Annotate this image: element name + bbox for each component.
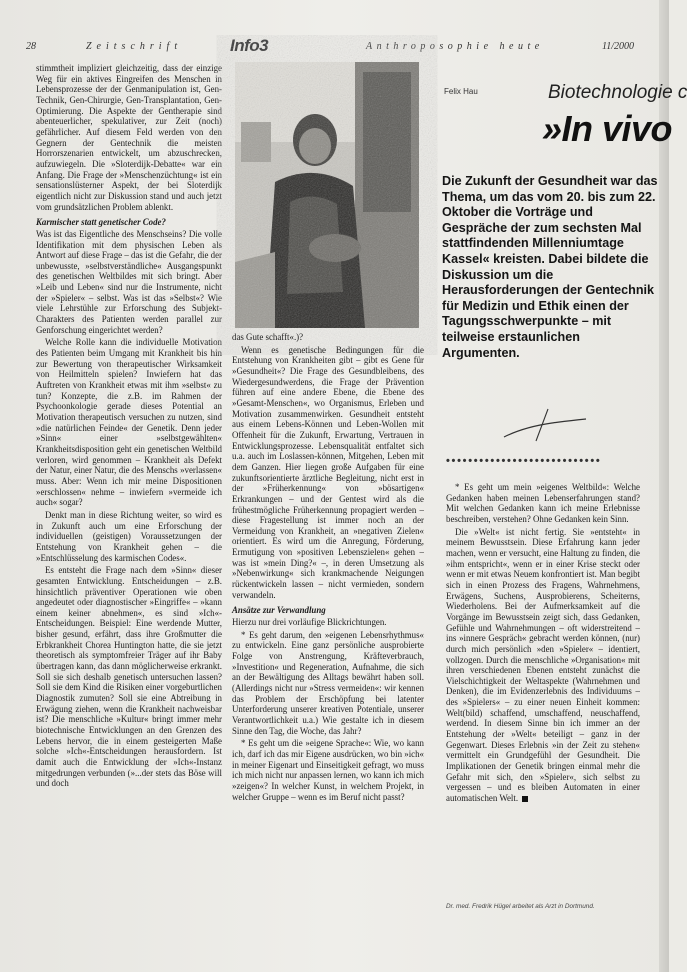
paragraph: das Gute schafft«.)? (232, 332, 304, 342)
text-column-1 (36, 63, 222, 791)
text-column-3 (446, 482, 640, 806)
paragraph: Es entsteht die Frage nach dem »Sinn« dieser gesamten Entwicklung. Entscheidungen – z.B. hinsichtlich präventiver Operationen wie oben angedeutet oder diagnostischer »Eingriffe« – »kann einem keiner abnehmen«, es sind »Ich«-Entscheidungen. Beispiel: Eine werdende Mutter, bisher gesund, erfährt, dass ihre Großmutter die Erbkrankheit Chorea Huntington hatte, die sie jetzt theoretisch als symptomfreier Träger auf ihr Baby übertragen kann, das dann möglicherweise erkrankt. Soll sie sich deshalb genetisch untersuchen lassen? Soll sie dem Kind die Risiken einer vorgeburtlichen Diagnostik zumuten? Soll sie eine Abtreibung in Erwägung ziehen, wenn die Krankheit nachweisbar ist? Die menschliche »Kultur« bringt immer mehr biotechnische Entwicklungen an den Grenzen des Lebens hervor, die in einem gesteigerten Maße solche »Ich«-Entscheidungen herausfordern. Ist damit auch die Entwicklung der »Ich«-Instanz mitgedrungen verbunden (»...der stets das Böse will und doch (36, 565, 222, 789)
author-credit: Dr. med. Fredrik Hügel arbeitet als Arzt in Dortmund. (446, 903, 595, 910)
subheading: Karmischer statt genetischer Code? (36, 217, 166, 228)
paragraph: Die »Welt« ist nicht fertig. Sie »entsteht« in meinem Bewusstsein. Diese Erfahrung kann jeder machen, wenn er versucht, eine Haltung zu finden, die »ihm entspricht«, wenn er in einer Krise steckt oder wenn er mit etwas Neuem konfrontiert ist. Man begibt sich in einen Prozess des Fragens, Wahrnehmens, Erwägens, Suchens, Ausprobierens, Scheiterns, Wiederholens. Bei der Aufmerksamkeit auf die Vorgänge im Bewusstsein zeigt sich, dass Gedanken, Gefühle und Wahrnehmungen – oft widerstreitend – ins »innere Gespräch« gebracht werden können, (nur) durch mich persönlich »den »Spieler« – identiert, vollzogen. Durch die menschliche »Organisation« mit ihren verschiedenen Ebenen entsteht zunächst die Vielschichtigkeit der Weltaspekte (Wahrnehmen und Denken), die im Evidenzerlebnis des Individuums – des »Spielers« – zu einer neuen Einheit kommen: Welt(bild) schaffend, umschaffend, neuschaffend, werdend. In diesem Sinne bin ich immer an der Entstehung der »Welt« beteiligt – ganz in der Gegenwart. Dieses Erlebnis »in der Zeit zu stehen« vermittelt ein Grundgefühl der Gesundheit. Die Implikationen der Genetik bringen einmal mehr die Gefahr mit sich, den »Spieler«, sich selbst zu vergessen – und es bleiben Automaten in einer automatischen Welt. (446, 526, 640, 804)
paragraph: stimmtheit impliziert gleichzeitig, dass der einzige Weg für ein aktives Eingreifen des Menschen in Lebensprozesse der der Genmanipulation ist, Gen-Technik, Gen-Chirurgie, Gen-Transplantation, Gen-Optimierung. Die Aspekte der Gentherapie sind abenteuerlicher, spekulativer, zur Zeit (noch) gefährlicher. Auf diesem Feld werden von den Gegnern der Gentechnik die meisten Horrorszenarien entwickelt, um abzuschrecken, aufzuwiegeln. Die »Sloterdijk-Debatte« war ein Anfang. Die Frage der »Menschenzüchtung« ist ein sensationslüsterner Aspekt, der bei Sloterdijk eigentlich nicht zur Diskussion stand und auch jetzt vom grundsätzlichen Problem ablenkt. (36, 63, 222, 212)
paragraph: * Es geht um mein »eigenes Weltbild«: Welche Gedanken haben meinen Lebenserfahrungen stand? Mit welchen Gedanken kann ich meine Erlebnisse beschreiben, verstehen? Ohne Gedanken kein Sinn. (446, 482, 640, 524)
paragraph: Hierzu nur drei vorläufige Blickrichtungen. (232, 617, 387, 628)
issue-date: 11/2000 (602, 41, 635, 52)
paragraph: * Es geht darum, den »eigenen Lebensrhythmus« zu entwickeln. Eine ganz persönliche ausprobierte Folge von Anstrengung, Kräfteverbrauch, »Investition« und Regeneration, Aufnahme, die sich an der Bewältigung des Alltags bewährt haben soll. (Allerdings nicht nur »Stress vermeiden«: wir kennen das Problem der Erschöpfung bei latenter Unterforderung unserer kreativen Potentiale, unserer Verantwortlichkeit u.a.) Wie gestalte ich in diesem Sinne den Tag, die Woche, das Jahr? (232, 629, 424, 736)
paragraph: * Es geht um die »eigene Sprache«: Wie, wo kann ich, darf ich das mir Eigene ausdrücken, wo bin »ich« in meiner Eigenart und Einseitigkeit gefragt, wo muss ich mich nicht nur anpassen lernen, wo kann ich mich »zeigen«? In welcher Kunst, in welchem Projekt, in welcher Gruppe – wenn es im Beruf nicht passt? (232, 738, 424, 802)
info3-logo: Info3 (230, 36, 269, 55)
article-headline: »In vivo (542, 108, 673, 149)
photo-image (235, 62, 419, 328)
article-photo (235, 62, 419, 328)
text-column-2 (232, 332, 424, 804)
paragraph: Wenn es genetische Bedingungen für die Entstehung von Krankheiten gibt – gibt es Gene für »Gesundheit«? Die Frage des Gesundbleibens, des Wiedergesundwerdens, die Frage der Prävention führen auf eine andere Ebene, die Ebene des »Gesamt-Menschen«, wo Organismus, Erleben und Motivation zusammenwirken. Gesundheit entsteht aus einem Lebens-Können und Leben-Wollen mit Offenheit für die Zukunft, Erwartung, Vertrauen in Entwicklungsprozesse. Lebensqualität entfaltet sich u.a. auch im Loslassen-können, Mitgehen, Leben mit dem Ganzen. Hier liegen große Aufgaben für eine zukunftsorientierte ärztliche Begleitung, nicht erst in der »Früherkennung« von »bösartigen« Erkrankungen – und der Gentest wird als die frühestmögliche Früherkennung propagiert werden – diese Fragestellung ist immer noch an der Vermeidung von Krankheit, an »negativen Zielen« orientiert. Es wird um die Anregung, Förderung, Ermutigung von »positiven Lebenszielen« gehen – was ist »mein Ding?« –, in deren Umsetzung als »Nebenwirkung« sich krankmachende Neigungen rückentwickeln lassen – nicht vermieden, sondern verwandeln. (232, 344, 424, 600)
paragraph: Welche Rolle kann die individuelle Motivation des Patienten beim Umgang mit Krankheit bis hin zur Bewertung von therapeutischer Wirksamkeit von Heilmitteln spielen? Inwiefern hat das Auftreten von Krankheit etwas mit ihm »selbst« zu tun? Konzepte, die z.B. im Rahmen der Psychoonkologie gerade dieses Potential an Motivation therapeutisch versuchen zu nutzen, sind »die natürlichen Feinde« der Genetik. Denn jeder »Sinn« einer »selbstgewählten« Krankheitsdisposition geht ein genetischen Weltbild verloren, wird genommen – Krankheit als Defekt der Natur, einer Natur, die des Menschs »verlassen« muss. Aber: Wenn ich mir meine Dispositionen »erschlossen« nehme – inwiefern »vermeide ich auch« sogar? (36, 337, 222, 508)
magazine-label-left: Zeitschrift (86, 41, 183, 52)
section-divider-dots: •••••••••••••••••••••••••••• (446, 455, 602, 467)
signature-flourish (500, 405, 590, 445)
paragraph: Was ist das Eigentliche des Menschseins? Die volle Identifikation mit dem physischen Leben als Antwort auf diese Frage – das ist die Gefahr, die der unbewusste, »selbstverständliche« Ausgangspunkt des genetischen Weltbildes mit sich bringt. Aber »Leib und Leben« sind nur die Instrumente, nicht der »Spieler« – selbst. Was ist das »Selbst«? Wie viele Lehrstühle zur Erforschung des Subjekt-Charakters des Patienten werden parallel zur Genforschung eingerichtet werden? (36, 228, 222, 335)
subheading: Ansätze zur Verwandlung (232, 605, 326, 616)
article-end-mark (522, 796, 528, 802)
running-header (26, 38, 644, 56)
paragraph: Denkt man in diese Richtung weiter, so wird es in Zukunft auch um eine Erforschung der individuellen (geistigen) Voraussetzungen der Entstehung von Krankheit gehen – die »Entschlüsselung des karmischen Codes«. (36, 509, 222, 563)
article-kicker: Biotechnologie c (548, 82, 687, 103)
article-lead: Die Zukunft der Gesundheit war das Thema, um das vom 20. bis zum 22. Oktober die Vorträge und Gespräche der zum sechsten Mal stattfindenden Millenniumtage Kassel« kreisten. Dabei bildete die Diskussion um die Herausforderungen der Gentechnik für Medizin und Ethik einen der Tagungsschwerpunkte – mit teilweise erstaunlichen Argumenten. (442, 174, 658, 360)
author-name: Felix Hau (444, 87, 478, 96)
page-number: 28 (26, 41, 36, 52)
magazine-label-right: Anthroposophie heute (366, 41, 544, 52)
